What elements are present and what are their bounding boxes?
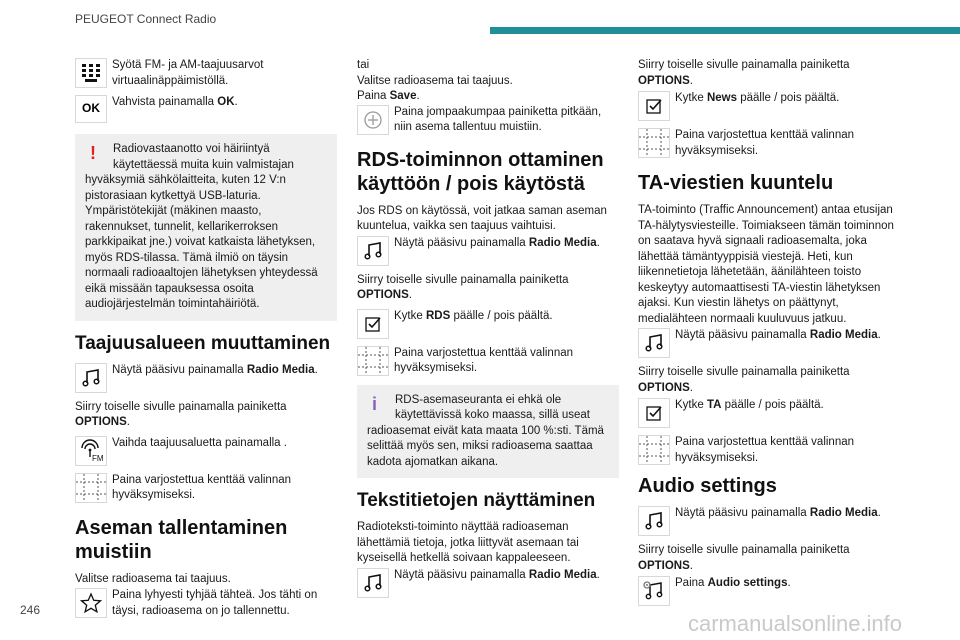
step-news-post: päälle / pois päältä. — [737, 92, 840, 104]
step-band — [75, 436, 337, 467]
step-ok-bold: OK — [217, 96, 235, 108]
step-confirm — [357, 346, 619, 377]
music-note-icon — [357, 236, 389, 266]
step-confirm-text: Paina varjostettua kenttää valinnan hyväksymiseksi. — [675, 129, 855, 157]
warning-note-first: Radiovastaanotto voi häiriintyä käytettäessä muita kuin valmistajan — [113, 143, 294, 171]
fm-band-icon — [75, 436, 107, 466]
options-bold: OPTIONS — [75, 416, 127, 428]
heading-audio-settings: Audio settings — [638, 475, 777, 497]
header-accent-bar — [490, 27, 960, 34]
save-continued — [357, 58, 619, 105]
step-audio-pre: Paina — [675, 577, 708, 589]
page-number: 246 — [20, 603, 41, 617]
options2-post: . — [689, 381, 693, 394]
cont-press-post: . — [416, 90, 420, 102]
step-radio-media-post: . — [877, 329, 881, 341]
cont-press-bold: Save — [389, 90, 417, 102]
step-ok-pre: Vahvista painamalla — [112, 96, 218, 108]
step-ok-post: . — [234, 96, 238, 108]
column-1 — [75, 58, 337, 625]
heading-ta: TA-viestien kuuntelu — [638, 172, 834, 194]
ok-icon: OK — [75, 95, 107, 123]
step-radio-media-bold: Radio Media — [246, 363, 315, 376]
step-radio-media-post: . — [596, 236, 600, 249]
star-icon — [75, 588, 107, 618]
column-3 — [638, 58, 900, 613]
save-intro: Valitse radioasema tai taajuus. — [75, 572, 231, 585]
step-radio-media2-bold: Radio Media — [528, 568, 597, 581]
shaded-field-icon — [357, 346, 389, 376]
step-audio-settings — [638, 576, 900, 607]
cont-press-pre: Paina — [357, 90, 390, 102]
step-keypad-text: Syötä FM- ja AM-taajuusarvot virtuaalinäppäimistöllä. — [112, 59, 264, 87]
options-instruction-3 — [638, 543, 900, 574]
fm-label: FM — [92, 453, 104, 463]
step-save-text: Paina jompaakumpaa painiketta pitkään, niin asema tallentuu muistiin. — [394, 105, 602, 133]
step-rds-post: päälle / pois päältä. — [450, 309, 553, 322]
step-ok — [75, 95, 337, 126]
step-radio-media-2 — [638, 506, 900, 537]
step-ta-post: päälle / pois päältä. — [721, 399, 824, 411]
checkbox-icon — [357, 309, 389, 339]
step-ta-bold: TA — [706, 399, 722, 411]
step-radio-media-pre: Näytä pääsivu painamalla — [675, 329, 810, 341]
step-confirm-text: Paina varjostettua kenttää valinnan hyväksymiseksi. — [112, 473, 292, 501]
info-note-first: RDS-asemaseuranta ei ehkä ole käytettävissä koko maassa, sillä useat — [395, 393, 590, 421]
step-audio-post: . — [787, 577, 791, 589]
options-instruction — [638, 58, 900, 89]
step-radio-media2-pre: Näytä pääsivu painamalla — [394, 568, 529, 581]
music-note-icon — [638, 506, 670, 536]
info-icon: i — [372, 393, 378, 414]
info-note-rest: radioasemat eivät kata maata 100 %:sti. Tämä selittää myös sen, miksi radioasema saattaa kadota ajomatkan aikana. — [367, 424, 604, 468]
step-news-toggle — [638, 91, 900, 122]
step-radio-media2-post: . — [596, 568, 600, 581]
options-bold: OPTIONS — [357, 289, 409, 301]
step-confirm — [75, 473, 337, 504]
options-instruction — [75, 400, 337, 431]
step-radio-media-pre: Näytä pääsivu painamalla — [112, 363, 247, 376]
cont-or: tai — [357, 59, 370, 71]
step-radio-media-2 — [357, 568, 619, 599]
step-radio-media — [638, 328, 900, 359]
step-radio-media-bold: Radio Media — [809, 329, 878, 341]
options-post: . — [408, 289, 412, 301]
rds-intro: Jos RDS on käytössä, voit jatkaa saman aseman kuuntelua, vaikka sen taajuus vaihtuisi. — [357, 204, 607, 232]
step-radio-media2-post: . — [877, 507, 881, 519]
step-radio-media2-pre: Näytä pääsivu painamalla — [675, 507, 810, 519]
checkbox-icon — [638, 398, 670, 428]
step-star-text: Paina lyhyesti tyhjää tähteä. Jos tähti on täysi, radioasema on jo tallennettu. — [112, 589, 318, 617]
add-circle-icon — [357, 105, 389, 135]
cont-select: Valitse radioasema tai taajuus. — [357, 74, 513, 87]
options-instruction — [357, 273, 619, 304]
step-radio-media2-bold: Radio Media — [809, 507, 878, 519]
step-ta-toggle — [638, 398, 900, 429]
options3-pre: Siirry toiselle sivulle painamalla painiketta — [638, 544, 850, 556]
step-radio-media-pre: Näytä pääsivu painamalla — [394, 236, 529, 249]
ta-intro: TA-toiminto (Traffic Announcement) antaa etusijan TA-hälytysviesteille. Toimiakseen tämän toiminnon on saatava hyvä signaali radioasemalta, joka lähettää tämäntyyppisiä viestejä. Heti, kun liikennetietoja lähetetään, äänilähteen toisto keskeytyy automaattisesti TA-viestin lähetyksen ajaksi. Kun viestin lähetys on päättynyt, medialähteen normaali kuuluvuus jatkuu. — [638, 204, 894, 325]
step-confirm-2 — [638, 435, 900, 466]
step-rds-pre: Kytke — [394, 309, 426, 322]
options-pre: Siirry toiselle sivulle painamalla painiketta — [638, 59, 850, 71]
step-band-text: Vaihda taajuusaluetta painamalla . — [112, 436, 287, 449]
step-radio-media-post: . — [314, 363, 318, 376]
shaded-field-icon — [638, 128, 670, 158]
step-confirm2-text: Paina varjostettua kenttää valinnan hyväksymiseksi. — [675, 436, 855, 464]
options2-bold: OPTIONS — [638, 381, 690, 394]
shaded-field-icon — [75, 473, 107, 503]
options-post: . — [689, 74, 693, 87]
step-news-bold: News — [706, 92, 738, 104]
music-note-icon — [357, 568, 389, 598]
heading-text-info: Tekstitietojen näyttäminen — [357, 490, 596, 511]
options-pre: Siirry toiselle sivulle painamalla painiketta — [357, 273, 569, 286]
music-note-icon — [75, 363, 107, 393]
step-star — [75, 588, 337, 619]
text-intro: Radioteksti-toiminto näyttää radioaseman lähettämiä tietoja, jotka liittyvät asemaan tai kyseisellä hetkellä soivaan kappaleeseen. — [357, 521, 579, 564]
step-radio-media — [75, 363, 337, 394]
heading-rds: RDS-toiminnon ottaminen käyttöön / pois käytöstä — [357, 148, 604, 195]
column-2 — [357, 58, 619, 605]
options-pre: Siirry toiselle sivulle painamalla painiketta — [75, 400, 287, 413]
step-confirm — [638, 128, 900, 159]
shaded-field-icon — [638, 435, 670, 465]
heading-save-station: Aseman tallentaminen muistiin — [75, 516, 288, 563]
step-radio-media — [357, 236, 619, 267]
running-header: PEUGEOT Connect Radio — [75, 12, 217, 26]
step-save — [357, 105, 619, 136]
warning-note — [75, 134, 337, 321]
step-radio-media-bold: Radio Media — [528, 236, 597, 249]
step-keypad — [75, 58, 337, 89]
warning-icon: ! — [90, 143, 96, 163]
checkbox-icon — [638, 91, 670, 121]
watermark: carmanualsonline.info — [688, 611, 903, 636]
options3-post: . — [689, 559, 693, 572]
step-ta-pre: Kytke — [675, 399, 707, 411]
options-instruction-2 — [638, 365, 900, 396]
keypad-icon — [75, 58, 107, 88]
options2-pre: Siirry toiselle sivulle painamalla painiketta — [638, 366, 850, 378]
options-bold: OPTIONS — [638, 74, 690, 87]
heading-band-change: Taajuusalueen muuttaminen — [75, 332, 331, 354]
info-note — [357, 385, 619, 479]
step-audio-bold: Audio settings — [707, 577, 788, 589]
options-post: . — [126, 416, 130, 428]
options3-bold: OPTIONS — [638, 559, 690, 572]
step-rds-toggle — [357, 309, 619, 340]
music-note-icon — [638, 328, 670, 358]
music-settings-icon — [638, 576, 670, 606]
warning-note-rest: hyväksymiä sähkölaitteita, kuten 12 V:n pistorasiaan kytkettyä USB-laturia. Ympäristötekijät (mäkinen maasto, rakennukset, tunnelit, kellarikerroksen parkkipaikat jne.) voivat katkaista lähetyksen, myös RDS-tilassa. Tämä ilmiö on täysin normaali radioaaltojen lähetyksen yhteydessä eikä missään tapauksessa osoita audiojärjestelmän toimintahäiriötä. — [85, 174, 318, 310]
step-confirm-text: Paina varjostettua kenttää valinnan hyväksymiseksi. — [394, 346, 574, 374]
step-rds-bold: RDS — [425, 309, 451, 322]
step-news-pre: Kytke — [675, 92, 707, 104]
